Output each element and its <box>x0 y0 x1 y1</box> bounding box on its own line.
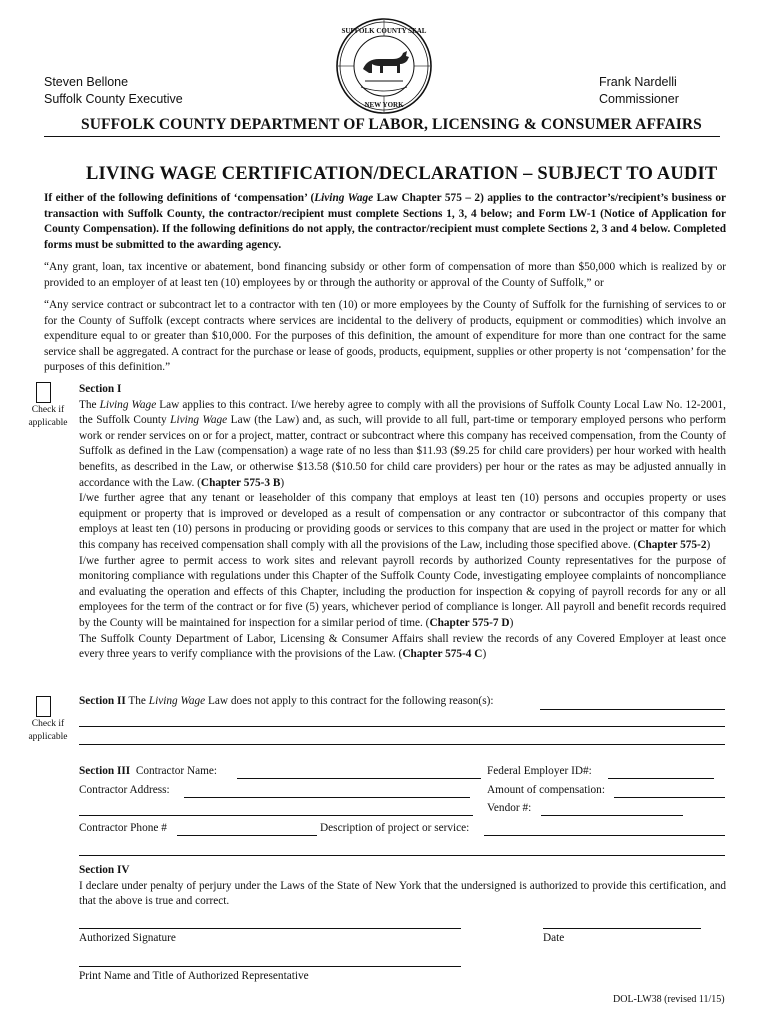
section4-body <box>79 863 726 910</box>
vendor-field[interactable] <box>541 802 683 816</box>
section1-heading: Section I <box>79 383 122 395</box>
header-rule <box>44 136 720 137</box>
section1-checkbox[interactable] <box>36 382 51 403</box>
intro-instructions: If either of the following definitions of ‘compensation’ (Living Wage Law Chapter 575 – 2) applies to the contractor’s/recipient’s business or transaction with Suffolk County, the contractor/recipient must complete Sections 1, 3, 4 below; and Form LW-1 (Notice of Application for County Compensation). If the following definitions do not apply, the contractor/recipient must complete Sections 2, 3 and 4 below. Completed forms must be submitted to the awarding agency. <box>44 192 727 251</box>
contractor-name-label: Section III Contractor Name: <box>79 765 218 777</box>
vendor-label: Vendor #: <box>487 802 532 814</box>
svg-text:SUFFOLK COUNTY SEAL: SUFFOLK COUNTY SEAL <box>341 27 427 35</box>
section2-text: Section II The Living Wage Law does not apply to this contract for the following reason(s): <box>79 695 494 707</box>
svg-text:NEW YORK: NEW YORK <box>364 101 404 109</box>
print-name-label: Print Name and Title of Authorized Representative <box>79 970 309 982</box>
print-name-line[interactable] <box>79 966 461 967</box>
department-heading: SUFFOLK COUNTY DEPARTMENT OF LABOR, LICENSING & CONSUMER AFFAIRS <box>81 116 702 133</box>
form-title: LIVING WAGE CERTIFICATION/DECLARATION – SUBJECT TO AUDIT <box>86 164 718 184</box>
section2-check-label: Check if applicable <box>28 719 68 742</box>
contractor-address-field[interactable] <box>184 784 470 798</box>
section4-heading: Section IV <box>79 864 130 876</box>
contractor-address-label: Contractor Address: <box>79 784 170 796</box>
description-field[interactable] <box>484 822 725 836</box>
executive-name: Steven Bellone <box>44 75 129 89</box>
section1-check-label: Check if applicable <box>28 405 68 428</box>
section1-para1: The Living Wage Law applies to this contract. I/we hereby agree to comply with all the provisions of Suffolk County Local Law No. 12-2001, the Suffolk County Living Wage Law (the Law) and, as such, will provide to all full, part-time or temporary employed persons who perform work or render services on or for a project, matter, contract or subcontract where this company has received compensation, from the County of Suffolk as defined in the Law (compensation) a wage rate of no less than $11.93 ($9.25 for child care providers) per hour worked with health benefits, as described in the Law, or otherwise $13.58 ($10.50 for child care providers) per hour or the rates as may be adjusted annually in accordance with the Law. (Chapter 575-3 B) <box>79 398 726 489</box>
section2-checkbox[interactable] <box>36 696 51 717</box>
date-label: Date <box>543 932 565 944</box>
description-line-2[interactable] <box>79 855 725 856</box>
section1-body <box>79 382 726 663</box>
date-line[interactable] <box>543 928 701 929</box>
phone-label: Contractor Phone # <box>79 822 167 834</box>
signature-label: Authorized Signature <box>79 932 176 944</box>
definition-two: “Any service contract or subcontract let to a contractor with ten (10) or more employees by the County of Suffolk for the furnishing of services to or for the County of Suffolk (except contracts where services are incidental to the delivery of products, equipment or commodities) which involve an expenditure equal to or greater than $10,000. For the purposes of this definition, the amount of expenditure for more than one contract for the same service shall be aggregated. A contract for the purchase or lease of goods, products, equipment, supplies or other property is not ‘compensation’ for the purposes of this definition.” <box>44 299 726 374</box>
amount-field[interactable] <box>614 784 725 798</box>
section2-reason-line-2[interactable] <box>79 726 725 727</box>
contractor-address-line-2[interactable] <box>79 815 473 816</box>
contractor-name-field[interactable] <box>237 765 481 779</box>
phone-field[interactable] <box>177 822 317 836</box>
signature-line[interactable] <box>79 928 461 929</box>
section1-para3: I/we further agree to permit access to work sites and relevant payroll records by authorized County representatives for the purpose of monitoring compliance with regulations under this Chapter of the Suffolk County Code, investigating employee complaints of noncompliance and evaluating the operation and effects of this Chapter, including the production for inspection & copying of payroll records for any or all employees for the term of the contract or for five (5) years, whichever period of compliance is longer. All payroll and benefit records required by the County will be maintained for inspection for a similar period of time. (Chapter 575-7 D) <box>79 554 726 629</box>
commissioner-name: Frank Nardelli <box>599 75 677 89</box>
section4-declaration: I declare under penalty of perjury under the Laws of the State of New York that the undersigned is authorized to provide this certification, and that the above is true and correct. <box>79 879 726 908</box>
commissioner-title: Commissioner <box>599 92 679 106</box>
county-seal <box>335 17 433 115</box>
amount-label: Amount of compensation: <box>487 784 605 796</box>
section2-reason-line-1[interactable] <box>540 709 725 710</box>
commissioner-block <box>599 74 679 108</box>
description-label: Description of project or service: <box>320 822 470 834</box>
definition-one: “Any grant, loan, tax incentive or abatement, bond financing subsidy or other form of compensation of more than $50,000 which is realized by or provided to an employer of at least ten (10) employees by or through the authority or approval of the County of Suffolk,” or <box>44 261 726 289</box>
executive-block <box>44 74 183 108</box>
executive-title: Suffolk County Executive <box>44 92 183 106</box>
section2-reason-line-3[interactable] <box>79 744 725 745</box>
federal-id-field[interactable] <box>608 765 714 779</box>
federal-id-label: Federal Employer ID#: <box>487 765 592 777</box>
section1-para2: I/we further agree that any tenant or leaseholder of this company that employs at least ten (10) persons and occupies property or uses equipment or property that is improved or developed as a result of compensation or any contractor or subcontractor of this company that employs at least ten (10) persons in producing or providing goods or services to this company that are used in the project or matter for which this company has received compensation shall comply with all the provisions of the Law, including those specified above. (Chapter 575-2) <box>79 492 726 551</box>
form-id: DOL-LW38 (revised 11/15) <box>613 994 725 1005</box>
section1-para4: The Suffolk County Department of Labor, Licensing & Consumer Affairs shall review the records of any Covered Employer at least once every three years to verify compliance with the provisions of the Law. (Chapter 575-4 C) <box>79 632 726 661</box>
